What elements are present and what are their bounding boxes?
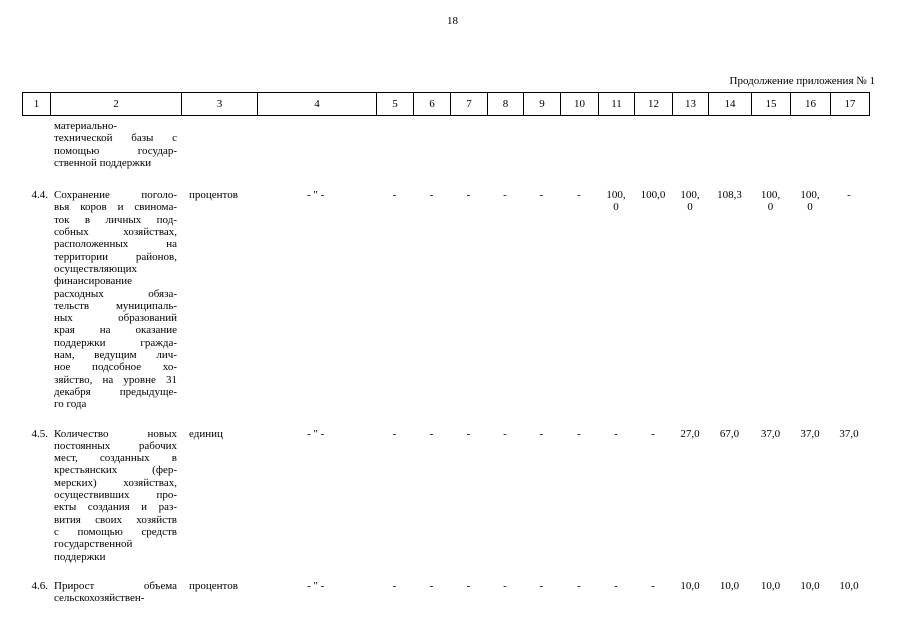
header-col-6: 6 bbox=[414, 93, 451, 115]
value-cell: 37,0 bbox=[760, 427, 781, 440]
indicator-name-line: мерских) хозяйствах, bbox=[54, 476, 177, 489]
header-col-1: 1 bbox=[23, 93, 51, 115]
indicator-name-line: го года bbox=[54, 398, 87, 411]
source: - " - bbox=[307, 427, 325, 440]
table-row bbox=[22, 428, 879, 563]
value-cell: 10,0 bbox=[800, 579, 820, 592]
value-cell: 108,3 bbox=[717, 189, 742, 202]
value-cell: 100,0 bbox=[640, 189, 666, 202]
value-cell: - bbox=[614, 427, 618, 440]
header-col-15: 15 bbox=[752, 93, 791, 115]
value-cell: 37,0 bbox=[800, 427, 820, 440]
value-cell: - bbox=[539, 189, 544, 202]
indicator-name-line: территории районов, bbox=[54, 250, 177, 263]
indicator-name-line: осуществляющих bbox=[54, 262, 137, 275]
source: - " - bbox=[307, 189, 325, 202]
value-cell: - bbox=[429, 189, 434, 202]
unit: процентов bbox=[189, 189, 238, 202]
indicator-name-line: тельств муниципаль- bbox=[54, 299, 177, 312]
unit: процентов bbox=[189, 579, 238, 592]
value-cell: - bbox=[429, 427, 434, 440]
value-cell: - bbox=[577, 579, 581, 592]
header-col-5: 5 bbox=[377, 93, 414, 115]
indicator-name-line: вья коров и свинома- bbox=[54, 201, 177, 214]
header-col-16: 16 bbox=[791, 93, 831, 115]
indicator-name-line: поддержки гражда- bbox=[54, 336, 177, 349]
indicator-name-line: постоянных рабочих bbox=[54, 439, 177, 452]
indicator-name-line: екты создания и раз- bbox=[54, 501, 177, 514]
value-cell: - bbox=[847, 189, 851, 202]
value-cell: - bbox=[466, 579, 471, 592]
header-col-14: 14 bbox=[709, 93, 752, 115]
value-cell: - bbox=[503, 189, 507, 202]
indicator-name-line: технической базы с bbox=[54, 132, 177, 145]
value-cell: 27,0 bbox=[680, 427, 700, 440]
indicator-name bbox=[50, 428, 181, 563]
value-cell: - bbox=[503, 427, 507, 440]
value-cell: 37,0 bbox=[839, 427, 859, 440]
indicator-name bbox=[50, 189, 181, 410]
continuation-note: Продолжение приложения № 1 bbox=[729, 75, 875, 87]
indicator-name-line: ных образований bbox=[54, 312, 177, 325]
indicator-name-line: декабря предыдуще- bbox=[54, 385, 177, 398]
indicator-name-line: собных хозяйствах, bbox=[54, 226, 177, 239]
indicator-name-line: Сохранение поголо- bbox=[54, 189, 177, 202]
value-cell: 100, 0 bbox=[760, 189, 781, 214]
header-col-4: 4 bbox=[258, 93, 377, 115]
indicator-name-line: края на оказание bbox=[54, 324, 177, 337]
indicator-name-line: Прирост объема bbox=[54, 579, 177, 592]
value-cell: - bbox=[614, 579, 618, 592]
value-cell: 10,0 bbox=[719, 579, 740, 592]
indicator-name-line: мест, созданных в bbox=[54, 452, 177, 465]
indicator-name-line: ток в личных под- bbox=[54, 213, 177, 226]
header-col-8: 8 bbox=[488, 93, 524, 115]
indicator-name-line: ственной поддержки bbox=[54, 156, 152, 169]
page-number: 18 bbox=[447, 15, 458, 27]
value-cell: - bbox=[577, 427, 581, 440]
value-cell: - bbox=[539, 579, 544, 592]
value-cell: - bbox=[392, 427, 397, 440]
header-col-2: 2 bbox=[51, 93, 182, 115]
value-cell: - bbox=[466, 427, 471, 440]
indicator-name-line: материально- bbox=[54, 120, 118, 132]
value-cell: - bbox=[577, 189, 581, 202]
indicator-name-line: ное подсобное хо- bbox=[54, 361, 177, 374]
indicator-name-line: финансирование bbox=[54, 275, 133, 288]
value-cell: 100, 0 bbox=[800, 189, 820, 214]
value-cell: - bbox=[651, 427, 655, 440]
indicator-name-line: с помощью средств bbox=[54, 525, 177, 538]
header-col-17: 17 bbox=[844, 98, 856, 110]
indicator-name bbox=[50, 580, 181, 605]
value-cell: - bbox=[392, 579, 397, 592]
value-cell: 10,0 bbox=[839, 579, 859, 592]
value-cell: - bbox=[503, 579, 507, 592]
value-cell: - bbox=[466, 189, 471, 202]
value-cell: 10,0 bbox=[680, 579, 700, 592]
indicator-name-line: Количество новых bbox=[54, 427, 177, 440]
value-cell: - bbox=[539, 427, 544, 440]
table-row bbox=[22, 580, 879, 605]
indicator-name-line: крестьянских (фер- bbox=[54, 464, 177, 477]
indicator-name-line: нам, ведущим лич- bbox=[54, 349, 177, 362]
value-cell: 100, 0 bbox=[680, 189, 700, 214]
value-cell: - bbox=[392, 189, 397, 202]
value-cell: 10,0 bbox=[760, 579, 781, 592]
indicator-name-line: помощью государ- bbox=[54, 144, 177, 157]
header-col-11: 11 bbox=[599, 93, 635, 115]
indicator-name-line: поддержки bbox=[54, 550, 106, 563]
table-body bbox=[22, 116, 879, 604]
value-cell: 67,0 bbox=[719, 427, 740, 440]
indicator-name bbox=[50, 120, 181, 169]
value-cell: 100, 0 bbox=[606, 189, 626, 214]
header-col-7: 7 bbox=[451, 93, 488, 115]
header-col-10: 10 bbox=[561, 93, 599, 115]
table-header bbox=[22, 92, 870, 116]
indicator-name-line: зяйство, на уровне 31 bbox=[54, 373, 177, 386]
indicator-name-line: государственной bbox=[54, 538, 133, 551]
unit: единиц bbox=[189, 427, 223, 440]
value-cell: - bbox=[651, 579, 655, 592]
row-number: 4.6. bbox=[31, 579, 48, 592]
row-number: 4.4. bbox=[31, 189, 48, 202]
table-row bbox=[22, 189, 879, 410]
indicator-name-line: осуществивших про- bbox=[54, 489, 177, 502]
row-number: 4.5. bbox=[31, 427, 48, 440]
header-col-9: 9 bbox=[524, 93, 561, 115]
table-row bbox=[22, 120, 879, 169]
header-col-12: 12 bbox=[635, 93, 673, 115]
value-cell: - bbox=[429, 579, 434, 592]
header-col-13: 13 bbox=[673, 93, 709, 115]
indicator-name-line: расходных обяза- bbox=[54, 287, 177, 300]
indicator-name-line: сельскохозяйствен- bbox=[54, 592, 145, 605]
header-col-3: 3 bbox=[182, 93, 258, 115]
indicator-name-line: вития своих хозяйств bbox=[54, 513, 177, 526]
indicator-name-line: расположенных на bbox=[54, 238, 177, 251]
source: - " - bbox=[307, 579, 325, 592]
